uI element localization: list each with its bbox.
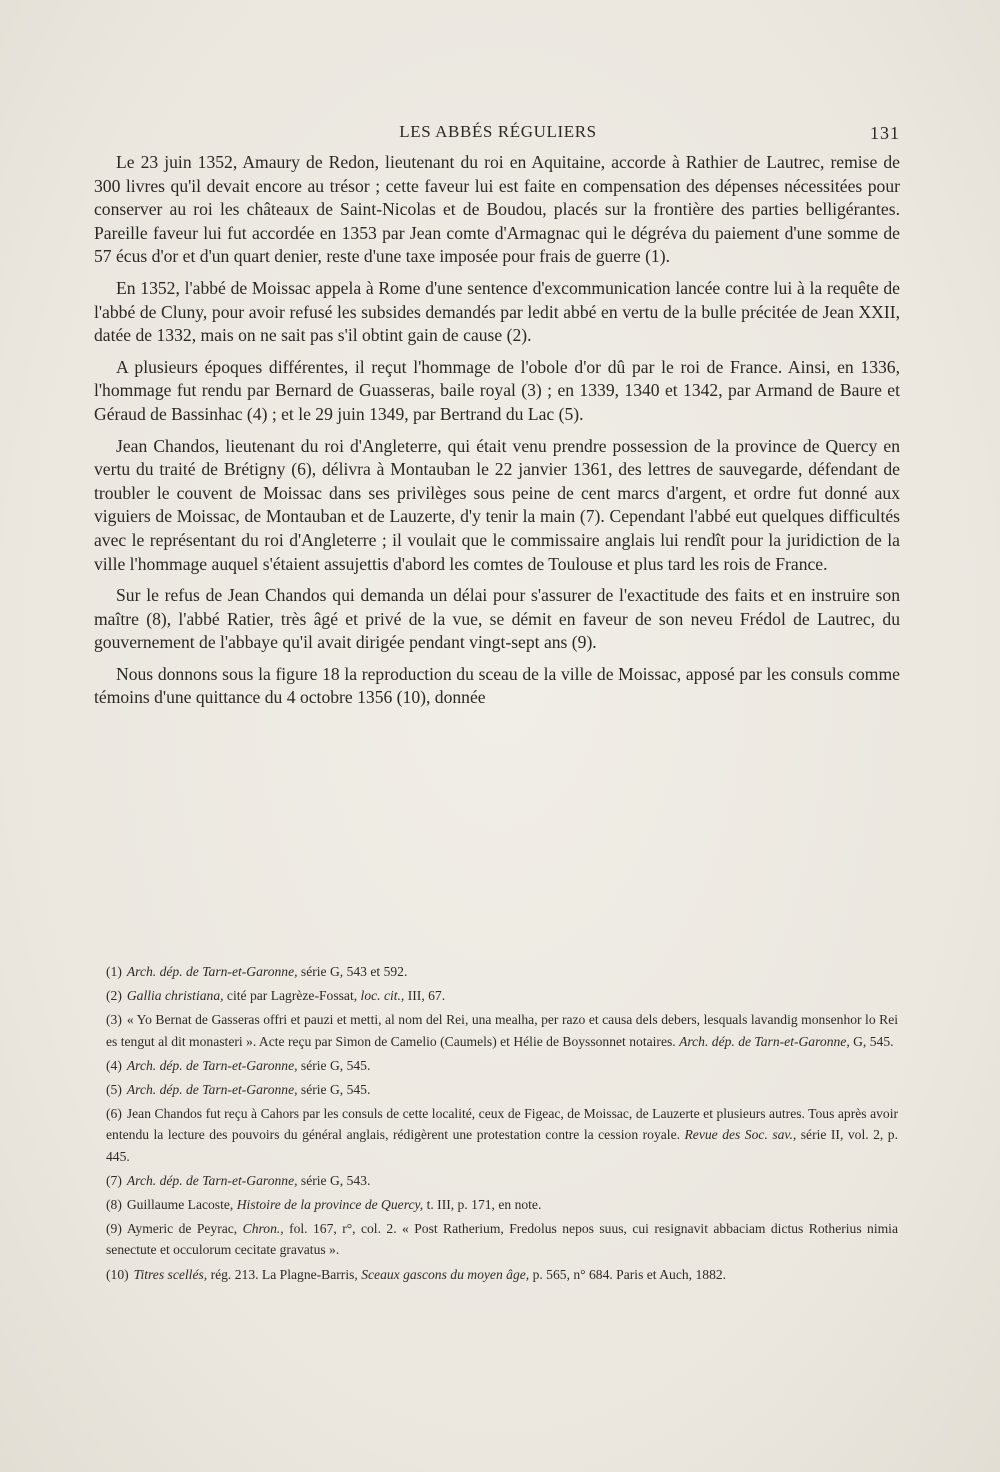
footnote bbox=[106, 985, 898, 1006]
footnote-number: (4) bbox=[106, 1057, 122, 1073]
running-title: LES ABBÉS RÉGULIERS bbox=[399, 122, 597, 141]
footnote bbox=[106, 1194, 898, 1215]
footnote-citation: Sceaux gascons du moyen âge, bbox=[361, 1266, 530, 1282]
paragraph: Nous donnons sous la figure 18 la reproduction du sceau de la ville de Moissac, apposé par les consuls comme témoins d'une quittance du 4 octobre 1356 (10), donnée bbox=[94, 663, 900, 708]
footnote-number: (9) bbox=[106, 1221, 122, 1237]
footnote-number: (6) bbox=[106, 1106, 122, 1122]
footnote-number: (5) bbox=[106, 1082, 122, 1098]
footnote-text: série G, 545. bbox=[297, 1057, 371, 1073]
footnote-citation: Revue des Soc. sav., bbox=[684, 1127, 797, 1143]
footnote-citation: Titres scellés, bbox=[133, 1266, 208, 1282]
footnote-number: (7) bbox=[106, 1172, 122, 1188]
footnote-text: III, 67. bbox=[404, 988, 446, 1004]
footnote bbox=[106, 1055, 898, 1076]
running-head bbox=[96, 122, 900, 148]
footnote-number: (2) bbox=[106, 988, 122, 1004]
footnote-citation: loc. cit., bbox=[360, 988, 405, 1004]
footnote-text: série II, vol. 2, p. 445. bbox=[106, 1127, 898, 1164]
footnote bbox=[106, 1079, 898, 1100]
page-number: 131 bbox=[870, 123, 900, 143]
footnote-citation: Arch. dép. de Tarn-et-Garonne, bbox=[126, 1057, 298, 1073]
footnote-citation: Chron., bbox=[242, 1221, 284, 1237]
footnote bbox=[106, 961, 898, 982]
footnote-number: (10) bbox=[106, 1266, 129, 1282]
footnote-text: G, 545. bbox=[849, 1033, 894, 1049]
footnote-number: (1) bbox=[106, 964, 122, 979]
paragraph: A plusieurs époques différentes, il reçut l'hommage de l'obole d'or dû par le roi de France. Ainsi, en 1336, l'hommage fut rendu par Bernard de Guasseras, baile royal (3) ; en 1339, 1340 et 1342, par Armand de Baure et Géraud de Bassinhac (4) ; et le 29 juin 1349, par Bertrand du Lac (5). bbox=[94, 356, 900, 424]
footnote-text: cité par Lagrèze-Fossat, bbox=[223, 988, 361, 1004]
footnote-citation: Histoire de la province de Quercy, bbox=[236, 1197, 424, 1213]
footnote-number: (3) bbox=[106, 1012, 122, 1028]
footnote-text: Guillaume Lacoste, bbox=[126, 1197, 237, 1213]
footnote-citation: Arch. dép. de Tarn-et-Garonne, bbox=[126, 1172, 298, 1188]
footnote-text: série G, 545. bbox=[297, 1082, 371, 1098]
footnote-citation: Arch. dép. de Tarn-et-Garonne, bbox=[126, 1082, 298, 1098]
footnotes bbox=[106, 961, 898, 1288]
footnote-citation: Gallia christiana, bbox=[126, 988, 224, 1004]
footnote-text: « Yo Bernat de Gasseras offri et pauzi et metti, al nom del Rei, una mealha, per razo et causa dels debers, lesquals lavandig monsenhor lo Rei es tengut al dit monasteri ». Acte reçu par Simon de Camelio (Caumels) et Hélie de Boyssonnet notaires. bbox=[106, 1012, 898, 1049]
footnote-text: t. III, p. 171, en note. bbox=[423, 1197, 542, 1213]
footnote-citation: Arch. dép. de Tarn-et-Garonne, bbox=[679, 1033, 850, 1049]
footnote-text: rég. 213. La Plagne-Barris, bbox=[207, 1266, 362, 1282]
paragraph: En 1352, l'abbé de Moissac appela à Rome d'une sentence d'excommunication lancée contre lui à la requête de l'abbé de Cluny, pour avoir refusé les subsides demandés par ledit abbé en vertu de la bulle précitée de Jean XXII, datée de 1332, mais on ne sait pas s'il obtint gain de cause (2). bbox=[94, 277, 900, 346]
footnote bbox=[106, 1218, 898, 1260]
footnote-text: p. 565, n° 684. Paris et Auch, 1882. bbox=[529, 1266, 727, 1282]
footnote-text: série G, 543. bbox=[297, 1172, 371, 1188]
footnote bbox=[106, 1103, 898, 1167]
paragraph: Sur le refus de Jean Chandos qui demanda un délai pour s'assurer de l'exactitude des faits et en instruire son maître (8), l'abbé Ratier, très âgé et privé de la vue, se démit en faveur de son neveu Frédol de Lautrec, du gouvernement de l'abbaye qu'il avait dirigée pendant vingt-sept ans (9). bbox=[94, 585, 900, 653]
footnote bbox=[106, 1170, 898, 1191]
footnote bbox=[106, 1009, 898, 1051]
footnote-number: (8) bbox=[106, 1197, 122, 1213]
footnote-text: fol. 167, r°, col. 2. « Post Ratherium, Fredolus nepos suus, cui resignavit abbaciam dictus Rotherius nimia senectute et occulorum cecitate gravatus ». bbox=[106, 1221, 898, 1258]
paragraph: Le 23 juin 1352, Amaury de Redon, lieutenant du roi en Aquitaine, accorde à Rathier de Lautrec, remise de 300 livres qu'il devait encore au trésor ; cette faveur lui est faite en compensation des dépenses nécessitées pour conserver au roi les châteaux de Saint-Nicolas et de Boudou, placés sur la frontière des parties belligérantes. Pareille faveur lui fut accordée en 1353 par Jean comte d'Armagnac qui le dégréva du paiement d'une somme de 57 écus d'or et d'un quart denier, reste d'une taxe imposée pour frais de guerre (1). bbox=[94, 152, 900, 267]
footnote-text: Aymeric de Peyrac, bbox=[126, 1221, 243, 1237]
footnote-text: série G, 543 et 592. bbox=[297, 964, 408, 979]
footnote bbox=[106, 1264, 898, 1285]
paragraph: Jean Chandos, lieutenant du roi d'Angleterre, qui était venu prendre possession de la province de Quercy en vertu du traité de Brétigny (6), délivra à Montauban le 22 janvier 1361, des lettres de sauvegarde, défendant de troubler le couvent de Moissac dans ses privilèges sous peine de cent marcs d'argent, et ordre fut donné aux viguiers de Moissac, de Montauban et de Lauzerte, d'y tenir la main (7). Cependant l'abbé eut quelques difficultés avec le représentant du roi d'Angleterre ; il voulait que le commissaire anglais lui rendît pour la juridiction de la ville l'hommage auquel s'étaient assujettis d'abord les comtes de Toulouse et plus tard les rois de France. bbox=[94, 435, 900, 574]
footnote-text: Jean Chandos fut reçu à Cahors par les consuls de cette localité, ceux de Figeac, de Moissac, de Lauzerte et plusieurs autres. Tous après avoir entendu la lecture des pouvoirs du général anglais, rédigèrent une protestation contre la cession royale. bbox=[106, 1106, 898, 1143]
footnote-citation: Arch. dép. de Tarn-et-Garonne, bbox=[126, 964, 298, 979]
main-text bbox=[94, 151, 900, 718]
